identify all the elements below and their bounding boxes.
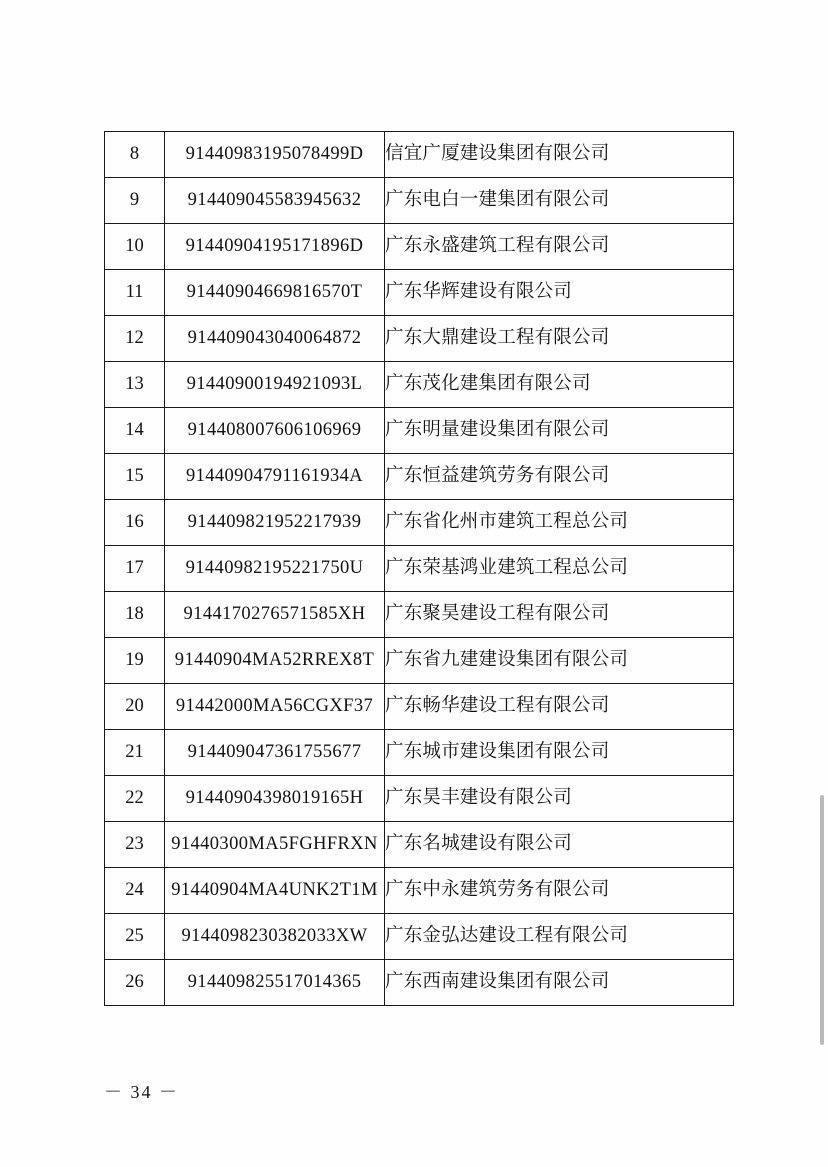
row-company-name: 广东西南建设集团有限公司 [385, 960, 734, 1006]
table-row [105, 730, 734, 776]
row-index: 25 [105, 914, 165, 960]
company-list-table [104, 131, 734, 1006]
row-index: 14 [105, 408, 165, 454]
row-credit-code: 91442000MA56CGXF37 [165, 684, 385, 730]
table-row [105, 868, 734, 914]
vertical-scrollbar-thumb[interactable] [820, 795, 824, 1045]
row-company-name: 广东大鼎建设工程有限公司 [385, 316, 734, 362]
row-company-name: 广东金弘达建设工程有限公司 [385, 914, 734, 960]
row-company-name: 广东华辉建设有限公司 [385, 270, 734, 316]
row-company-name: 广东荣基鸿业建筑工程总公司 [385, 546, 734, 592]
row-company-name: 广东茂化建集团有限公司 [385, 362, 734, 408]
row-company-name: 广东昊丰建设有限公司 [385, 776, 734, 822]
row-index: 12 [105, 316, 165, 362]
row-company-name: 广东城市建设集团有限公司 [385, 730, 734, 776]
row-credit-code: 9144170276571585XH [165, 592, 385, 638]
table-row [105, 914, 734, 960]
row-company-name: 信宜广厦建设集团有限公司 [385, 132, 734, 178]
row-credit-code: 9144098230382033XW [165, 914, 385, 960]
row-index: 13 [105, 362, 165, 408]
row-company-name: 广东聚昊建设工程有限公司 [385, 592, 734, 638]
table-row [105, 316, 734, 362]
table-row [105, 638, 734, 684]
row-credit-code: 91440904669816570T [165, 270, 385, 316]
row-company-name: 广东名城建设有限公司 [385, 822, 734, 868]
row-company-name: 广东省九建建设集团有限公司 [385, 638, 734, 684]
row-company-name: 广东恒益建筑劳务有限公司 [385, 454, 734, 500]
table-row [105, 270, 734, 316]
table-row [105, 546, 734, 592]
row-index: 22 [105, 776, 165, 822]
row-index: 8 [105, 132, 165, 178]
row-index: 18 [105, 592, 165, 638]
row-credit-code: 91440904791161934A [165, 454, 385, 500]
row-company-name: 广东中永建筑劳务有限公司 [385, 868, 734, 914]
table-row [105, 960, 734, 1006]
row-index: 23 [105, 822, 165, 868]
table-body [105, 132, 734, 1006]
table-row [105, 592, 734, 638]
table-row [105, 362, 734, 408]
row-credit-code: 91440983195078499D [165, 132, 385, 178]
row-index: 15 [105, 454, 165, 500]
row-credit-code: 91440904MA52RREX8T [165, 638, 385, 684]
row-credit-code: 91440300MA5FGHFRXN [165, 822, 385, 868]
row-credit-code: 914409825517014365 [165, 960, 385, 1006]
row-company-name: 广东明量建设集团有限公司 [385, 408, 734, 454]
row-credit-code: 91440904398019165H [165, 776, 385, 822]
row-credit-code: 91440904MA4UNK2T1M [165, 868, 385, 914]
row-credit-code: 914409821952217939 [165, 500, 385, 546]
table-row [105, 178, 734, 224]
row-company-name: 广东省化州市建筑工程总公司 [385, 500, 734, 546]
row-company-name: 广东畅华建设工程有限公司 [385, 684, 734, 730]
row-index: 19 [105, 638, 165, 684]
row-credit-code: 914409047361755677 [165, 730, 385, 776]
row-credit-code: 91440904195171896D [165, 224, 385, 270]
table-row [105, 408, 734, 454]
row-credit-code: 914409045583945632 [165, 178, 385, 224]
table-row [105, 776, 734, 822]
row-index: 20 [105, 684, 165, 730]
row-credit-code: 91440982195221750U [165, 546, 385, 592]
table-row [105, 500, 734, 546]
table-row [105, 684, 734, 730]
row-credit-code: 914409043040064872 [165, 316, 385, 362]
row-company-name: 广东电白一建集团有限公司 [385, 178, 734, 224]
row-index: 16 [105, 500, 165, 546]
row-index: 24 [105, 868, 165, 914]
table-row [105, 822, 734, 868]
page-number: － 34 － [104, 1082, 179, 1102]
table-row [105, 132, 734, 178]
row-index: 21 [105, 730, 165, 776]
row-index: 10 [105, 224, 165, 270]
row-credit-code: 914408007606106969 [165, 408, 385, 454]
row-index: 9 [105, 178, 165, 224]
table-row [105, 224, 734, 270]
row-company-name: 广东永盛建筑工程有限公司 [385, 224, 734, 270]
row-credit-code: 91440900194921093L [165, 362, 385, 408]
row-index: 11 [105, 270, 165, 316]
row-index: 17 [105, 546, 165, 592]
row-index: 26 [105, 960, 165, 1006]
table-row [105, 454, 734, 500]
